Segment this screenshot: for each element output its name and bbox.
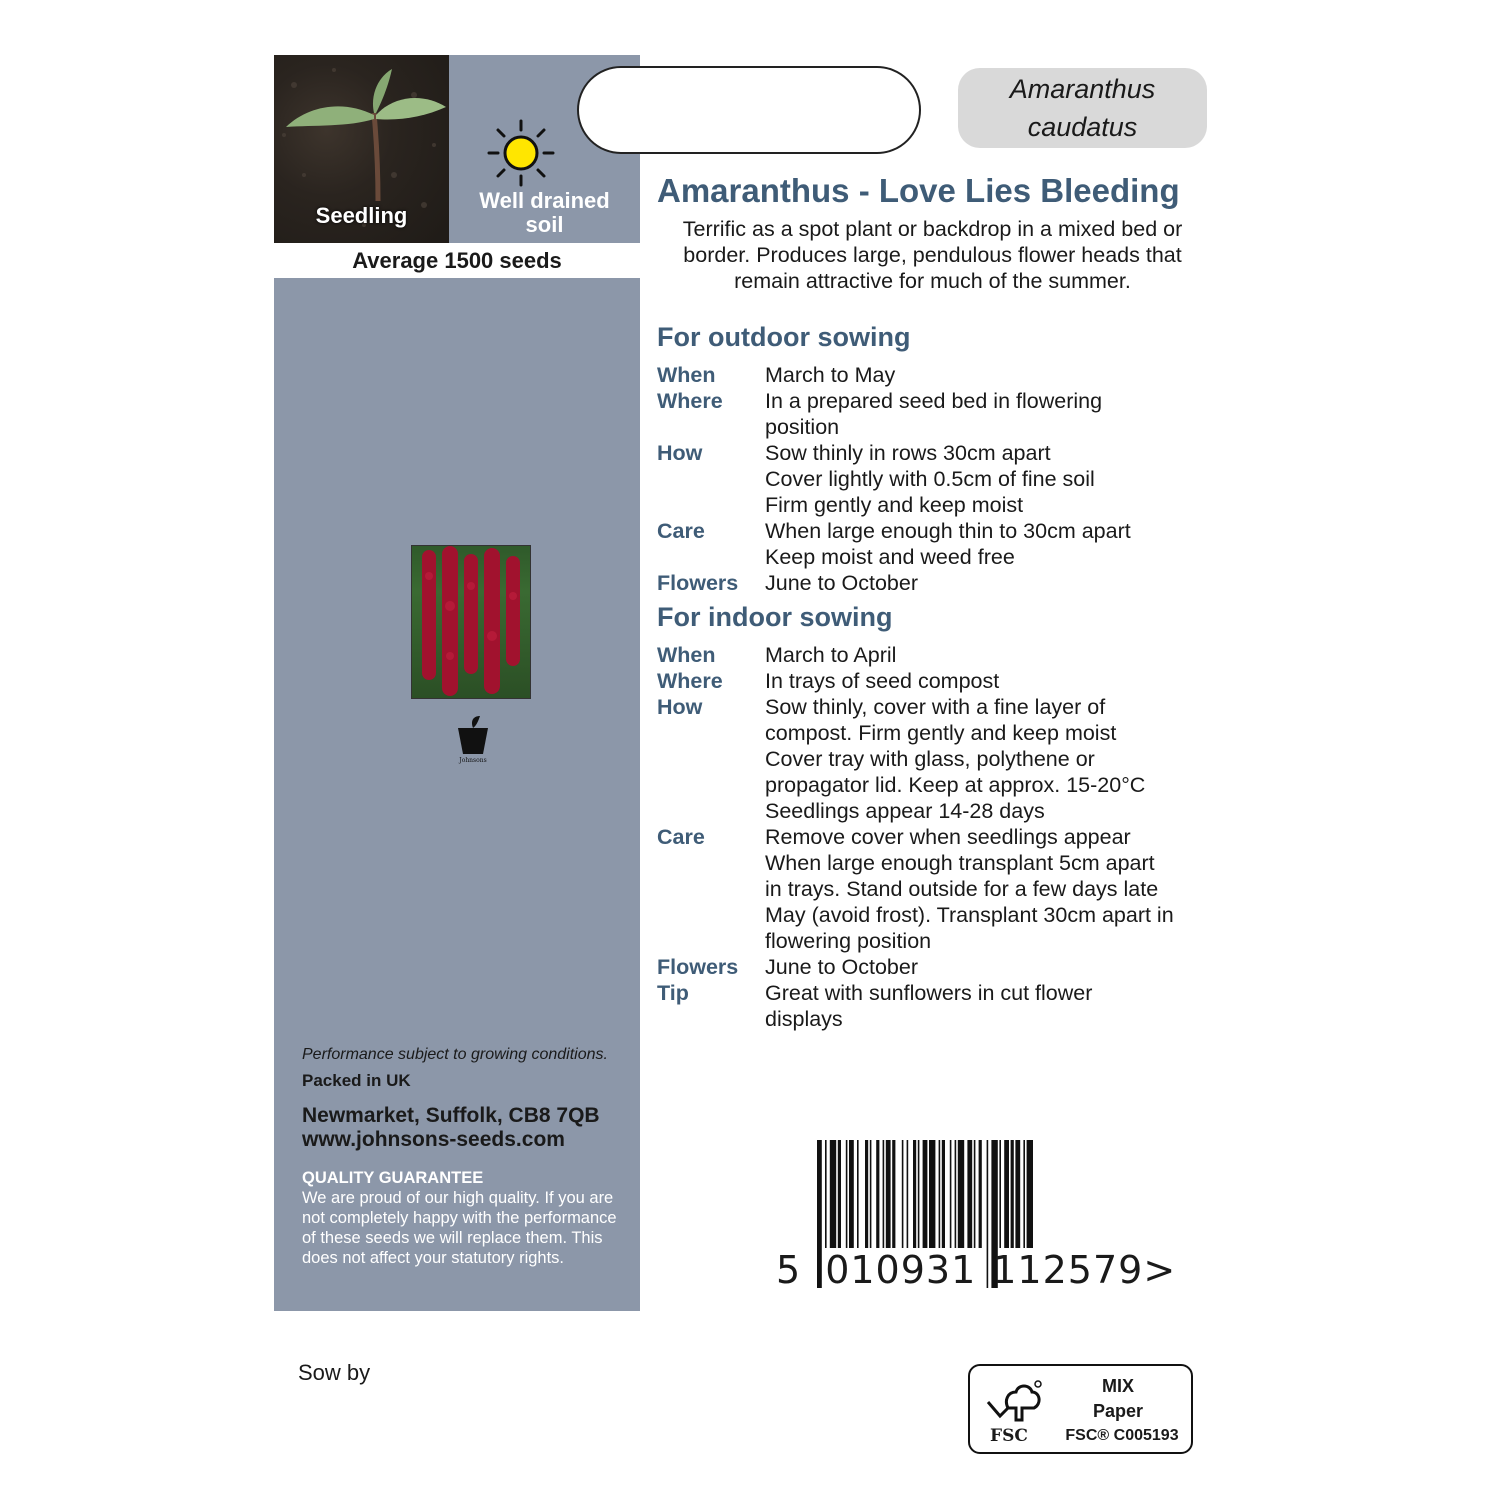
- row-value: March to April: [765, 643, 897, 667]
- indoor-row: [657, 980, 1217, 1032]
- barcode-bar: [907, 1140, 909, 1248]
- outdoor-row: [657, 518, 1217, 570]
- row-key: Care: [657, 519, 705, 543]
- outdoor-row: [657, 388, 1217, 440]
- barcode-bar: [865, 1140, 868, 1248]
- barcode-left-group: 010931: [825, 1248, 977, 1292]
- row-value: In trays of seed compost: [765, 669, 1000, 693]
- seedling-label: Seedling: [315, 203, 408, 228]
- outdoor-row: [657, 440, 1217, 518]
- barcode-bar: [999, 1140, 1001, 1248]
- row-key: Flowers: [657, 571, 739, 595]
- sow-by-label: Sow by: [298, 1360, 371, 1385]
- barcode-bar: [846, 1140, 848, 1248]
- barcode-bar: [929, 1140, 935, 1248]
- barcode-bar: [958, 1140, 964, 1248]
- flower-photo: [411, 545, 531, 699]
- guarantee-title: QUALITY GUARANTEE: [302, 1169, 484, 1187]
- row-value: Great with sunflowers in cut flower displays: [765, 981, 1093, 1031]
- product-title: Amaranthus - Love Lies Bleeding: [657, 172, 1180, 209]
- row-value: March to May: [765, 363, 896, 387]
- barcode-bar: [979, 1140, 982, 1248]
- row-key: Tip: [657, 981, 689, 1005]
- website-link: www.johnsons-seeds.com: [302, 1128, 565, 1151]
- row-key: When: [657, 643, 716, 667]
- barcode-bar: [886, 1140, 891, 1248]
- row-key: Where: [657, 389, 723, 413]
- barcode-bar: [1027, 1140, 1033, 1248]
- fsc-paper: Paper: [1092, 1401, 1144, 1421]
- row-key: Where: [657, 669, 723, 693]
- barcode-bar: [892, 1140, 895, 1248]
- barcode-first-digit: 5: [776, 1248, 802, 1292]
- barcode-bar: [825, 1140, 827, 1248]
- indoor-row: [657, 694, 1217, 824]
- barcode-bar: [974, 1140, 976, 1248]
- row-key: When: [657, 363, 716, 387]
- packed-in: Packed in UK: [302, 1071, 411, 1090]
- latin-genus: Amaranthus: [1009, 74, 1156, 104]
- barcode-bar: [1023, 1140, 1025, 1248]
- barcode-bar: [913, 1140, 916, 1248]
- row-value: Sow thinly in rows 30cm apart Cover lightly with 0.5cm of fine soil Firm gently and keep moist: [765, 441, 1095, 517]
- barcode-bar: [849, 1140, 854, 1248]
- barcode-bar: [942, 1140, 945, 1248]
- barcode-bar: [830, 1140, 836, 1248]
- barcode-bar: [902, 1140, 904, 1248]
- indoor-row: [657, 954, 1217, 980]
- seedling-icon: [274, 55, 449, 243]
- quality-guarantee: [302, 1168, 634, 1268]
- blank-label-area: [577, 66, 921, 154]
- outdoor-list: [657, 362, 1217, 596]
- johnsons-logo-icon: [452, 714, 494, 764]
- row-value: June to October: [765, 955, 918, 979]
- address: [302, 1104, 600, 1152]
- barcode-bar: [870, 1140, 872, 1248]
- row-value: Sow thinly, cover with a fine layer of compost. Firm gently and keep moist Cover tray with glass, polythene or propagator lid. Keep at approx. 15-20°C Seedlings appear 14-28 days: [765, 695, 1146, 823]
- barcode-bar: [923, 1140, 928, 1248]
- row-key: How: [657, 441, 703, 465]
- barcode-bar: [857, 1140, 859, 1248]
- barcode-bar: [1011, 1140, 1014, 1248]
- indoor-row: [657, 642, 1217, 668]
- barcode-bar: [955, 1140, 957, 1248]
- sun-icon: [485, 117, 557, 189]
- indoor-list: [657, 642, 1217, 1032]
- fsc-badge: [968, 1364, 1193, 1454]
- indoor-row: [657, 824, 1217, 954]
- barcode-bar: [838, 1140, 841, 1248]
- row-value: June to October: [765, 571, 918, 595]
- barcode-bar: [918, 1140, 920, 1248]
- fsc-tree-icon: [982, 1374, 1044, 1434]
- barcode-bar: [950, 1140, 952, 1248]
- indoor-row: [657, 668, 1217, 694]
- row-key: Care: [657, 825, 705, 849]
- row-key: Flowers: [657, 955, 739, 979]
- barcode-bar: [876, 1140, 879, 1248]
- outdoor-row: [657, 362, 1217, 388]
- barcode-bar: [939, 1140, 941, 1248]
- performance-note: Performance subject to growing conditions.: [302, 1046, 608, 1063]
- row-key: How: [657, 695, 703, 719]
- indoor-heading: For indoor sowing: [657, 602, 893, 632]
- barcode-marker: >: [1143, 1248, 1177, 1292]
- barcode-bar: [1015, 1140, 1020, 1248]
- latin-species: caudatus: [1027, 112, 1138, 142]
- barcode-right-group: 112579: [992, 1248, 1144, 1292]
- soil-label: Well drained soil: [479, 188, 610, 237]
- product-description: Terrific as a spot plant or backdrop in a mixed bed or border. Produces large, pendulous flower heads that remain attractive for much of the summer.: [682, 217, 1183, 293]
- fsc-mix: MIX: [1101, 1376, 1134, 1396]
- row-value: In a prepared seed bed in flowering position: [765, 389, 1103, 439]
- guarantee-text: We are proud of our high quality. If you are not completely happy with the performance of these seeds we will replace them. This does not affect your statutory rights.: [302, 1189, 617, 1267]
- fsc-wordmark: FSC: [990, 1426, 1028, 1446]
- svg-text:Johnsons: Johnsons: [459, 757, 487, 764]
- barcode-bar: [1004, 1140, 1009, 1248]
- seed-count: Average 1500 seeds: [274, 243, 640, 278]
- latin-name: [958, 68, 1207, 148]
- outdoor-heading: For outdoor sowing: [657, 322, 911, 352]
- barcode-digits: [776, 1248, 1176, 1292]
- fsc-code: FSC® C005193: [1065, 1427, 1179, 1444]
- barcode-bar: [967, 1140, 972, 1248]
- address-line: Newmarket, Suffolk, CB8 7QB: [302, 1104, 600, 1127]
- barcode-bar: [883, 1140, 885, 1248]
- outdoor-row: [657, 570, 1217, 596]
- row-value: Remove cover when seedlings appear When large enough transplant 5cm apart in trays. Stand outside for a few days late May (avoid frost). Transplant 30cm apart in flowering position: [765, 825, 1174, 953]
- row-value: When large enough thin to 30cm apart Keep moist and weed free: [765, 519, 1131, 569]
